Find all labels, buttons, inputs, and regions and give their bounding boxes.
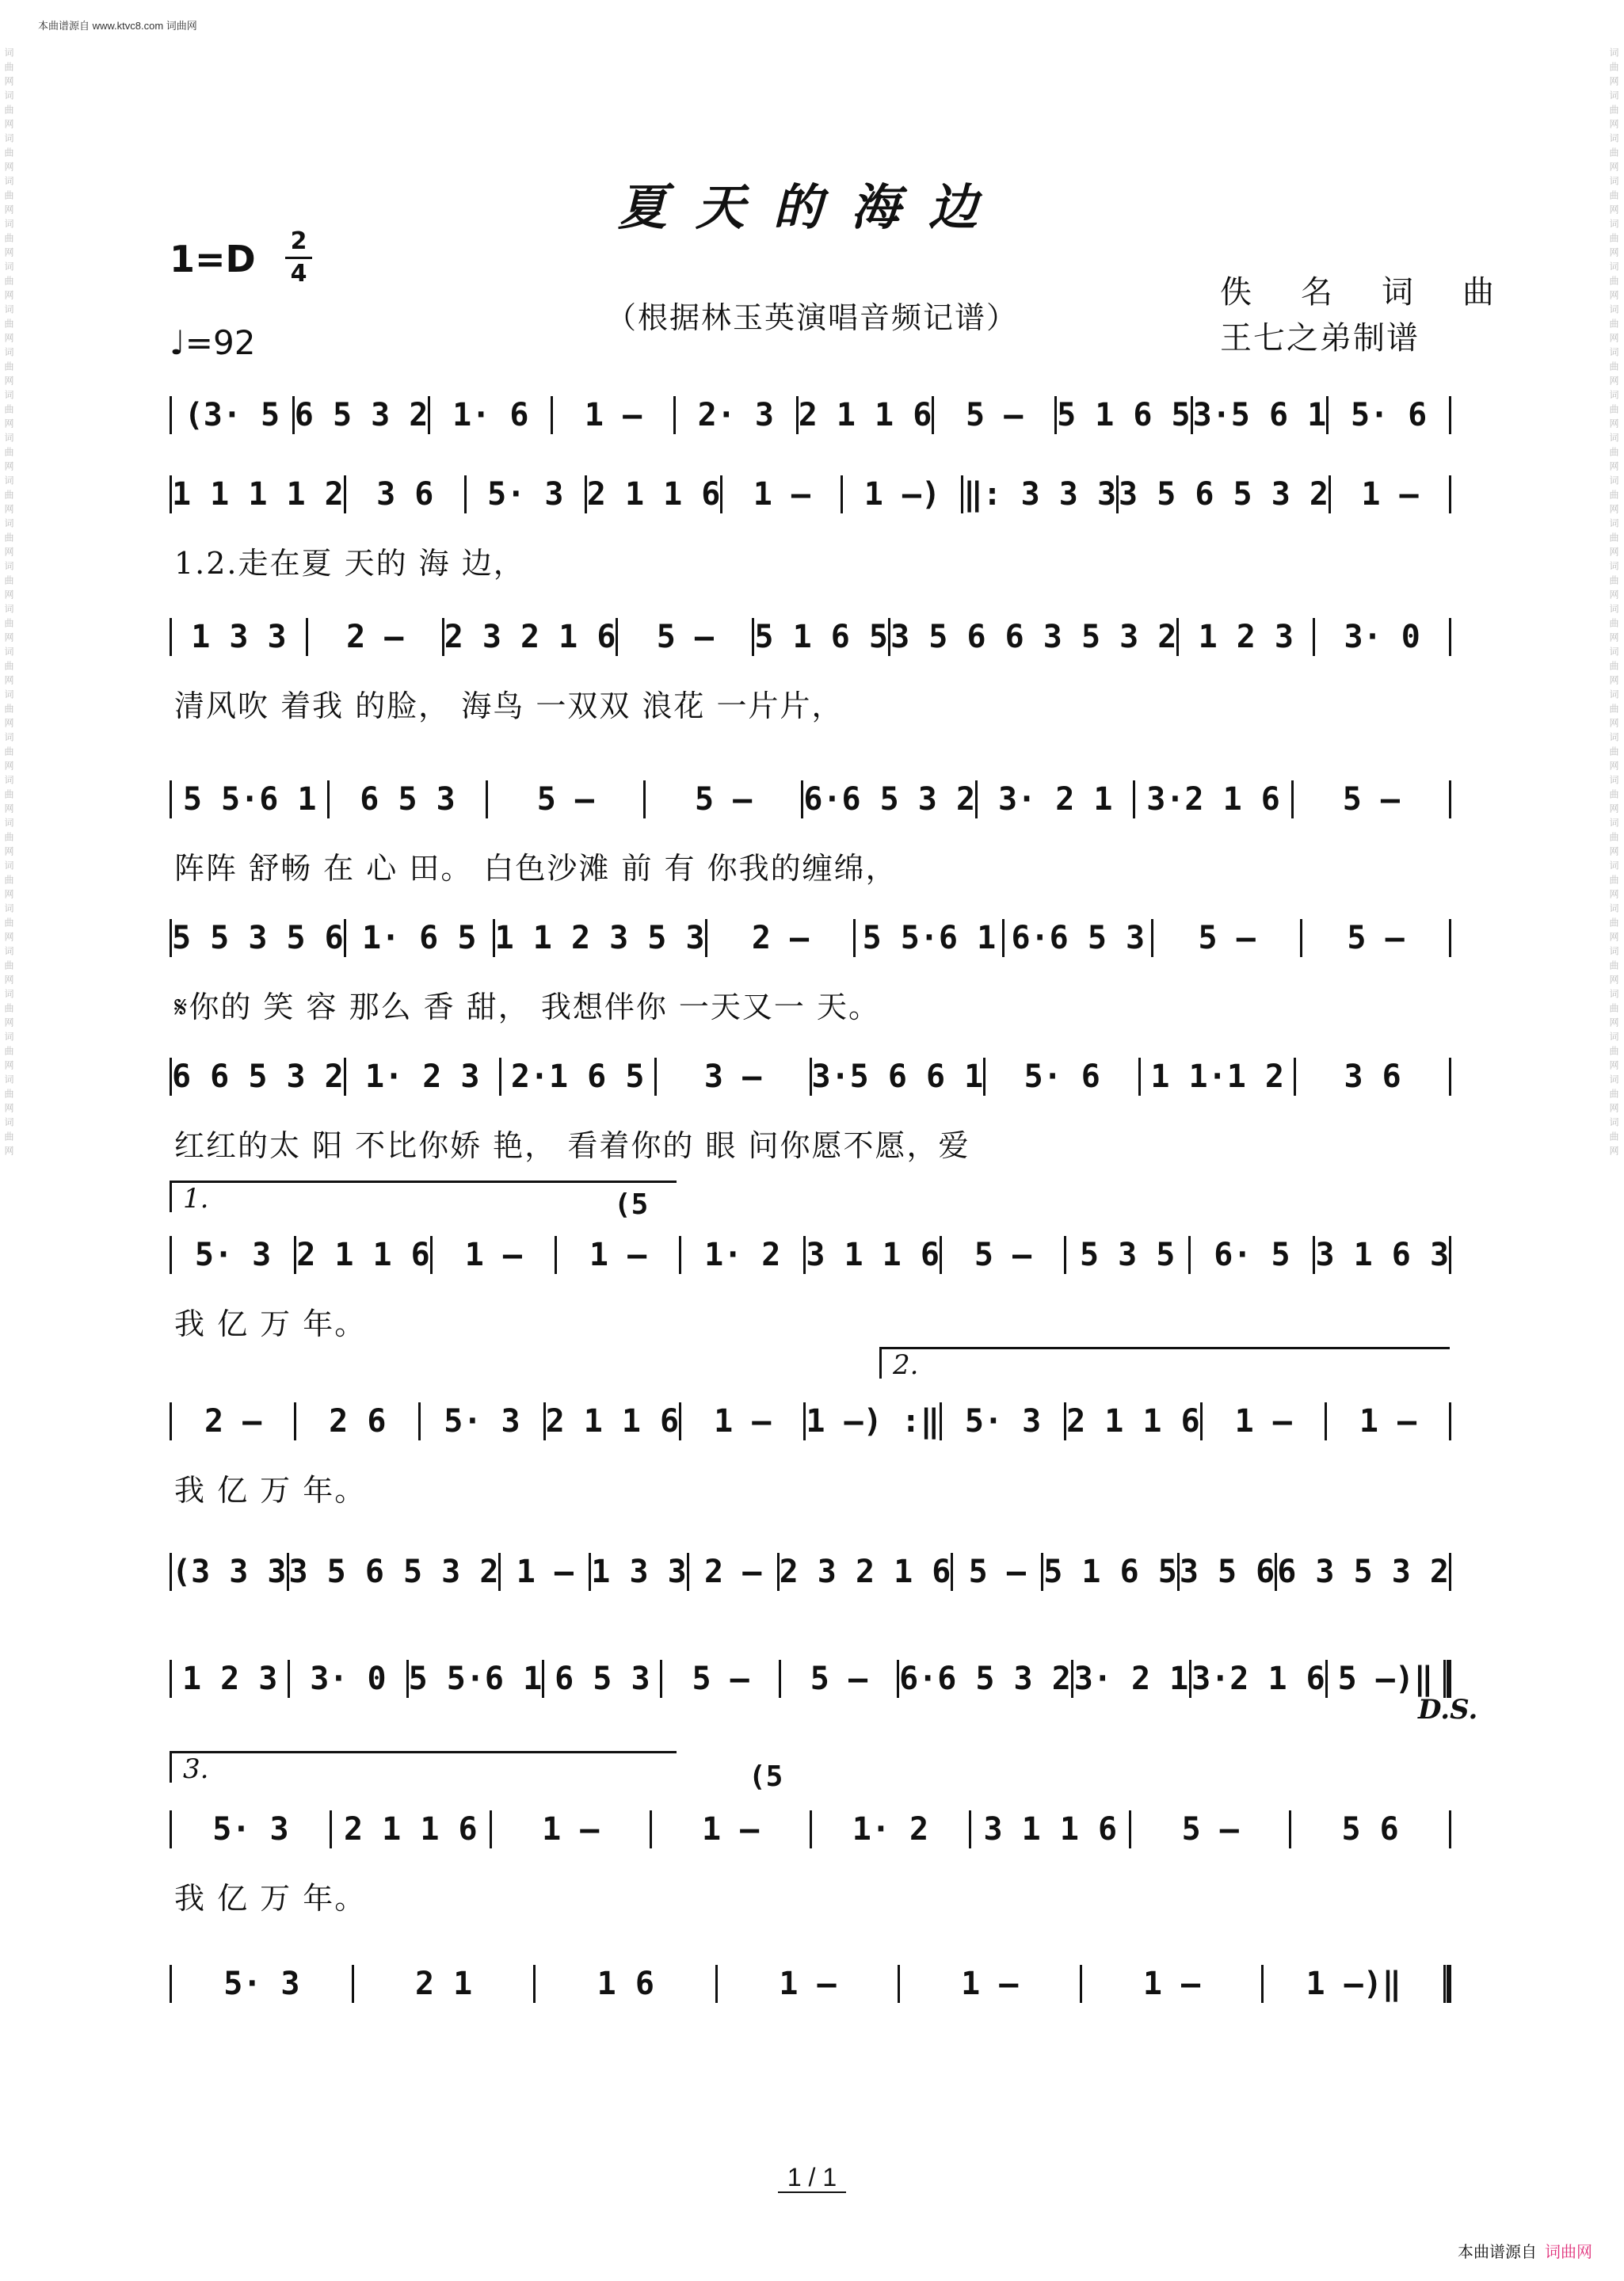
barline bbox=[1449, 919, 1451, 957]
staff-line bbox=[170, 618, 1451, 656]
measure: 1 – bbox=[589, 1237, 647, 1273]
measure: 2 1 1 6 bbox=[798, 397, 932, 433]
measure: 3 – bbox=[703, 1058, 762, 1095]
measure: 1 1·1 2 bbox=[1150, 1058, 1284, 1095]
measure: 5· 3 bbox=[487, 476, 564, 513]
measure: 2 – bbox=[346, 619, 404, 655]
grace-note-1: (5 bbox=[614, 1188, 649, 1221]
measure: 5· 3 bbox=[194, 1237, 272, 1273]
lyric-line: 清风吹 着我 的脸， 海鸟 一双双 浪花 一片片， bbox=[174, 688, 844, 723]
measure: 1 – bbox=[516, 1554, 574, 1590]
measure: 2 – bbox=[704, 1554, 762, 1590]
measure: 1 2 3 bbox=[1198, 619, 1294, 655]
measure: 6 3 5 3 2 bbox=[1277, 1554, 1449, 1590]
measure: 3 6 bbox=[376, 476, 434, 513]
measure: 1· 2 bbox=[852, 1811, 929, 1848]
staff-line bbox=[170, 475, 1451, 513]
measure: 5 – bbox=[1198, 920, 1256, 956]
measure: 1 –) :‖ bbox=[806, 1403, 940, 1440]
grace-note-3: (5 bbox=[749, 1760, 783, 1793]
barline bbox=[1449, 1236, 1451, 1274]
lyric-line: 我 亿 万 年。 bbox=[174, 1473, 367, 1508]
key-signature: 1=D bbox=[170, 238, 256, 280]
staff-line bbox=[170, 1236, 1451, 1274]
measure: 3 5 6 5 3 2 bbox=[288, 1554, 499, 1590]
measure: 2 1 1 6 bbox=[1066, 1403, 1200, 1440]
lyric-line: 我 亿 万 年。 bbox=[174, 1881, 367, 1916]
barline bbox=[1449, 475, 1451, 513]
source-note: 本曲谱源自 www.ktvc8.com 词曲网 bbox=[38, 20, 197, 32]
measure: 3·5 6 6 1 bbox=[811, 1058, 984, 1095]
side-watermark-right: 词曲网词曲网词曲网词曲网词曲网词曲网词曲网词曲网词曲网词曲网词曲网词曲网词曲网词曲网词曲网词曲网词曲网词曲网词曲网词曲网词曲网词曲网词曲网词曲网词曲网词曲网 bbox=[1608, 48, 1619, 1160]
measure: 3 1 1 6 bbox=[806, 1237, 940, 1273]
volta-3: 3. bbox=[170, 1751, 677, 1783]
lyric-line: 阵阵 舒畅 在 心 田。 白色沙滩 前 有 你我的缠绵， bbox=[174, 851, 898, 886]
measure: 2 1 1 6 bbox=[586, 476, 721, 513]
measure: 5 – bbox=[656, 619, 714, 655]
measure: 2 3 2 1 6 bbox=[444, 619, 616, 655]
lyric-line: 红红的太 阳 不比你娇 艳， 看着你的 眼 问你愿不愿，爱 bbox=[174, 1128, 970, 1163]
measure: 5 – bbox=[966, 397, 1024, 433]
volta-1: 1. bbox=[170, 1181, 677, 1212]
measure: 2 – bbox=[751, 920, 810, 956]
page-number: 1 / 1 bbox=[0, 2163, 1624, 2192]
measure: 3 1 6 3 bbox=[1315, 1237, 1450, 1273]
measure: 5 –)‖ bbox=[1337, 1661, 1434, 1697]
measure: (3· 5 bbox=[184, 397, 280, 433]
volta-2: 2. bbox=[879, 1347, 1450, 1379]
credit-lyrics-music: 佚名词曲 bbox=[1220, 274, 1543, 311]
staff-line bbox=[170, 1965, 1451, 2003]
tempo-marking: ♩=92 bbox=[170, 323, 256, 362]
measure: 1 – bbox=[542, 1811, 600, 1848]
measure: 3·2 1 6 bbox=[1191, 1661, 1325, 1697]
measure: 5· 6 bbox=[1350, 397, 1428, 433]
measure: 6 5 3 bbox=[555, 1661, 650, 1697]
barline bbox=[1449, 396, 1451, 434]
measure: 1 – bbox=[701, 1811, 760, 1848]
barline bbox=[1449, 1810, 1451, 1848]
lyric-line: 1.2.走在夏 天的 海 边， bbox=[174, 546, 525, 581]
measure: 1 – bbox=[584, 397, 642, 433]
measure: 1 – bbox=[1359, 1403, 1417, 1440]
measure: 2 1 bbox=[414, 1966, 473, 2002]
measure: ‖: 3 3 3 bbox=[963, 476, 1117, 513]
staff-line bbox=[170, 1553, 1451, 1591]
measure: 1 3 3 bbox=[591, 1554, 687, 1590]
measure: 5 1 6 5 bbox=[1043, 1554, 1177, 1590]
measure: 5 – bbox=[536, 781, 594, 818]
measure: 1 – bbox=[961, 1966, 1019, 2002]
time-signature: 2 4 bbox=[285, 228, 312, 288]
measure: 5 – bbox=[695, 781, 753, 818]
barline bbox=[1443, 1965, 1451, 2003]
barline bbox=[1443, 1660, 1451, 1698]
measure: 1 – bbox=[714, 1403, 772, 1440]
staff-line bbox=[170, 396, 1451, 434]
measure: 1 2 3 bbox=[181, 1661, 278, 1697]
staff-line bbox=[170, 1058, 1451, 1096]
measure: 2 – bbox=[204, 1403, 262, 1440]
staff-line bbox=[170, 1810, 1451, 1848]
staff-line bbox=[170, 1660, 1451, 1698]
measure: 2·1 6 5 bbox=[510, 1058, 645, 1095]
measure: 6· 5 bbox=[1214, 1237, 1290, 1273]
measure: 3 5 6 bbox=[1179, 1554, 1275, 1590]
side-watermark-left: 词曲网词曲网词曲网词曲网词曲网词曲网词曲网词曲网词曲网词曲网词曲网词曲网词曲网词曲网词曲网词曲网词曲网词曲网词曲网词曲网词曲网词曲网词曲网词曲网词曲网词曲网 bbox=[3, 48, 14, 1160]
measure: 3·2 1 6 bbox=[1146, 781, 1280, 818]
measure: 1 –)‖ bbox=[1306, 1966, 1401, 2002]
measure: 6 5 3 2 bbox=[294, 397, 429, 433]
measure: 1 – bbox=[1142, 1966, 1201, 2002]
measure: 5 1 6 5 bbox=[754, 619, 888, 655]
measure: 6·6 5 3 2 bbox=[899, 1661, 1071, 1697]
measure: 3· 2 1 bbox=[997, 781, 1113, 818]
source-footer: 本曲谱源自 词曲网 bbox=[1458, 2244, 1592, 2261]
credits bbox=[1220, 269, 1543, 361]
barline bbox=[1449, 1402, 1451, 1440]
measure: 5 5·6 1 bbox=[408, 1661, 543, 1697]
measure: 5 – bbox=[1181, 1811, 1239, 1848]
lyric-line: 𝄋你的 笑 容 那么 香 甜， 我想伴你 一天又一 天。 bbox=[174, 990, 880, 1024]
measure: 1 1 1 1 2 bbox=[172, 476, 344, 513]
measure: 3· 0 bbox=[1344, 619, 1420, 655]
measure: 1 –) bbox=[863, 476, 941, 513]
measure: 1 – bbox=[753, 476, 810, 513]
measure: 3 6 bbox=[1344, 1058, 1401, 1095]
lyric-line: 我 亿 万 年。 bbox=[174, 1306, 367, 1341]
barline bbox=[1449, 1553, 1451, 1591]
measure: 1 – bbox=[1361, 476, 1419, 513]
measure: 3·5 6 1 bbox=[1192, 397, 1327, 433]
subtitle: （根据林玉英演唱音频记谱） bbox=[605, 300, 1018, 335]
measure: 5 5 3 5 6 bbox=[172, 920, 344, 956]
measure: 5 – bbox=[810, 1661, 868, 1697]
measure: 5 – bbox=[1342, 781, 1400, 818]
measure: 6 5 3 bbox=[360, 781, 456, 818]
measure: 5· 3 bbox=[212, 1811, 289, 1848]
measure: 1 – bbox=[1234, 1403, 1292, 1440]
measure: 1 3 3 bbox=[191, 619, 287, 655]
measure: 1· 6 bbox=[452, 397, 529, 433]
staff-line bbox=[170, 780, 1451, 818]
measure: 1· 2 3 bbox=[364, 1058, 480, 1095]
measure: 5 – bbox=[1347, 920, 1405, 956]
measure: 2 1 1 6 bbox=[296, 1237, 430, 1273]
barline bbox=[1449, 1058, 1451, 1096]
measure: 5 5·6 1 bbox=[862, 920, 997, 956]
song-title: 夏天的海边 bbox=[617, 178, 1006, 236]
measure: 1 6 bbox=[597, 1966, 654, 2002]
barline bbox=[1449, 618, 1451, 656]
measure: 1· 6 5 bbox=[361, 920, 477, 956]
measure: 5 – bbox=[692, 1661, 749, 1697]
staff-line bbox=[170, 1402, 1451, 1440]
credit-score: 王七之弟制谱 bbox=[1220, 320, 1420, 357]
measure: (3 3 3 bbox=[172, 1554, 287, 1590]
measure: 5· 3 bbox=[223, 1966, 300, 2002]
measure: 5· 3 bbox=[444, 1403, 520, 1440]
measure: 5 1 6 5 bbox=[1057, 397, 1191, 433]
measure: 3 1 1 6 bbox=[983, 1811, 1118, 1848]
measure: 1 – bbox=[464, 1237, 522, 1273]
measure: 2 1 1 6 bbox=[545, 1403, 680, 1440]
measure: 1 1 2 3 5 3 bbox=[494, 920, 705, 956]
measure: 5· 6 bbox=[1024, 1058, 1100, 1095]
measure: 6 6 5 3 2 bbox=[172, 1058, 344, 1095]
measure: 5 5·6 1 bbox=[182, 781, 317, 818]
ds-marking: D.S. bbox=[1418, 1694, 1478, 1726]
measure: 6·6 5 3 2 bbox=[803, 781, 976, 818]
measure: 1· 2 bbox=[704, 1237, 781, 1273]
measure: 5· 3 bbox=[964, 1403, 1042, 1440]
measure: 1 – bbox=[779, 1966, 837, 2002]
measure: 5 – bbox=[974, 1237, 1032, 1273]
measure: 2 6 bbox=[329, 1403, 387, 1440]
measure: 2 3 2 1 6 bbox=[779, 1554, 951, 1590]
barline bbox=[1449, 780, 1451, 818]
measure: 3 5 6 5 3 2 bbox=[1119, 476, 1329, 513]
measure: 5 6 bbox=[1341, 1811, 1399, 1848]
measure: 2· 3 bbox=[697, 397, 774, 433]
staff-line bbox=[170, 919, 1451, 957]
measure: 5 – bbox=[968, 1554, 1026, 1590]
measure: 6·6 5 3 bbox=[1011, 920, 1146, 956]
measure: 3· 0 bbox=[310, 1661, 387, 1697]
measure: 2 1 1 6 bbox=[344, 1811, 478, 1848]
measure: 3 5 6 6 3 5 3 2 bbox=[890, 619, 1177, 655]
measure: 3· 2 1 bbox=[1073, 1661, 1189, 1697]
measure: 5 3 5 bbox=[1079, 1237, 1176, 1273]
